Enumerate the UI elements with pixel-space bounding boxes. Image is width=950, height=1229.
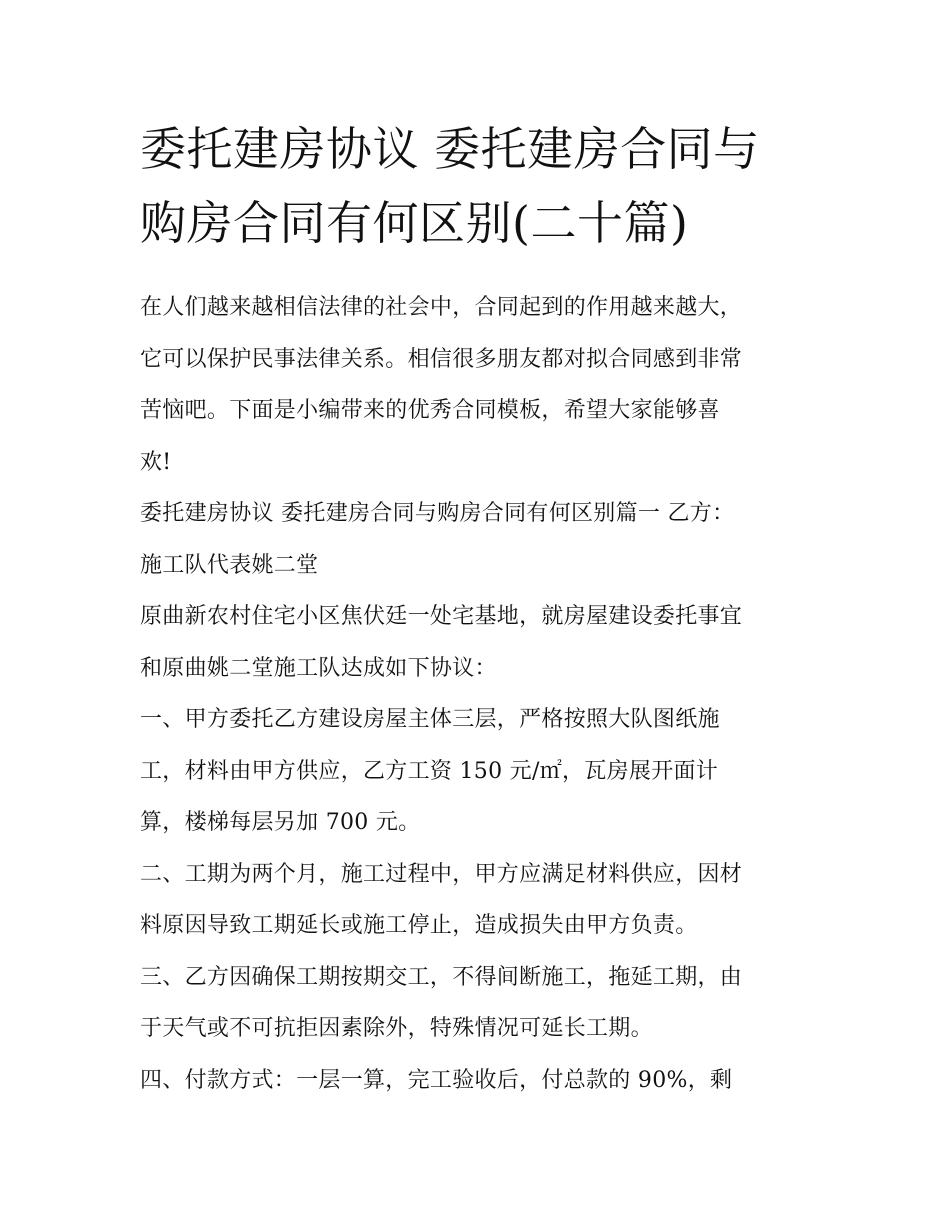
body-line: 施工队代表姚二堂 xyxy=(140,552,319,578)
title-line: 购房合同有何区别(二十篇) xyxy=(140,196,689,250)
document-title xyxy=(140,112,820,260)
document-content xyxy=(140,112,820,1106)
body-line: 苦恼吧。下面是小编带来的优秀合同模板，希望大家能够喜 xyxy=(140,398,720,423)
title-line: 委托建房协议 委托建房合同与 xyxy=(140,122,760,176)
body-line: 工，材料由甲方供应，乙方工资 150 元/㎡，瓦房展开面计 xyxy=(140,758,719,784)
body-line: 四、付款方式：一层一算，完工验收后，付总款的 90%，剩 xyxy=(140,1067,733,1093)
body-line: 原曲新农村住宅小区焦伏廷一处宅基地，就房屋建设委托事宜 xyxy=(140,604,743,629)
body-line: 欢! xyxy=(140,449,172,475)
body-line: 在人们越来越相信法律的社会中，合同起到的作用越来越大， xyxy=(140,295,743,320)
body-line: 它可以保护民事法律关系。相信很多朋友都对拟合同感到非常 xyxy=(140,346,743,372)
body-line: 料原因导致工期延长或施工停止，造成损失由甲方负责。 xyxy=(140,913,698,938)
body-line: 和原曲姚二堂施工队达成如下协议： xyxy=(140,655,497,681)
body-line: 三、乙方因确保工期按期交工，不得间断施工，拖延工期，由 xyxy=(140,964,743,990)
document-body xyxy=(140,282,820,1106)
body-line: 算，楼梯每层另加 700 元。 xyxy=(140,810,421,835)
body-line: 二、工期为两个月，施工过程中，甲方应满足材料供应，因材 xyxy=(140,861,743,887)
body-line: 于天气或不可抗拒因素除外，特殊情况可延长工期。 xyxy=(140,1016,653,1041)
body-line: 一、甲方委托乙方建设房屋主体三层，严格按照大队图纸施 xyxy=(140,707,720,732)
body-line: 委托建房协议 委托建房合同与购房合同有何区别篇一 乙方： xyxy=(140,501,735,526)
